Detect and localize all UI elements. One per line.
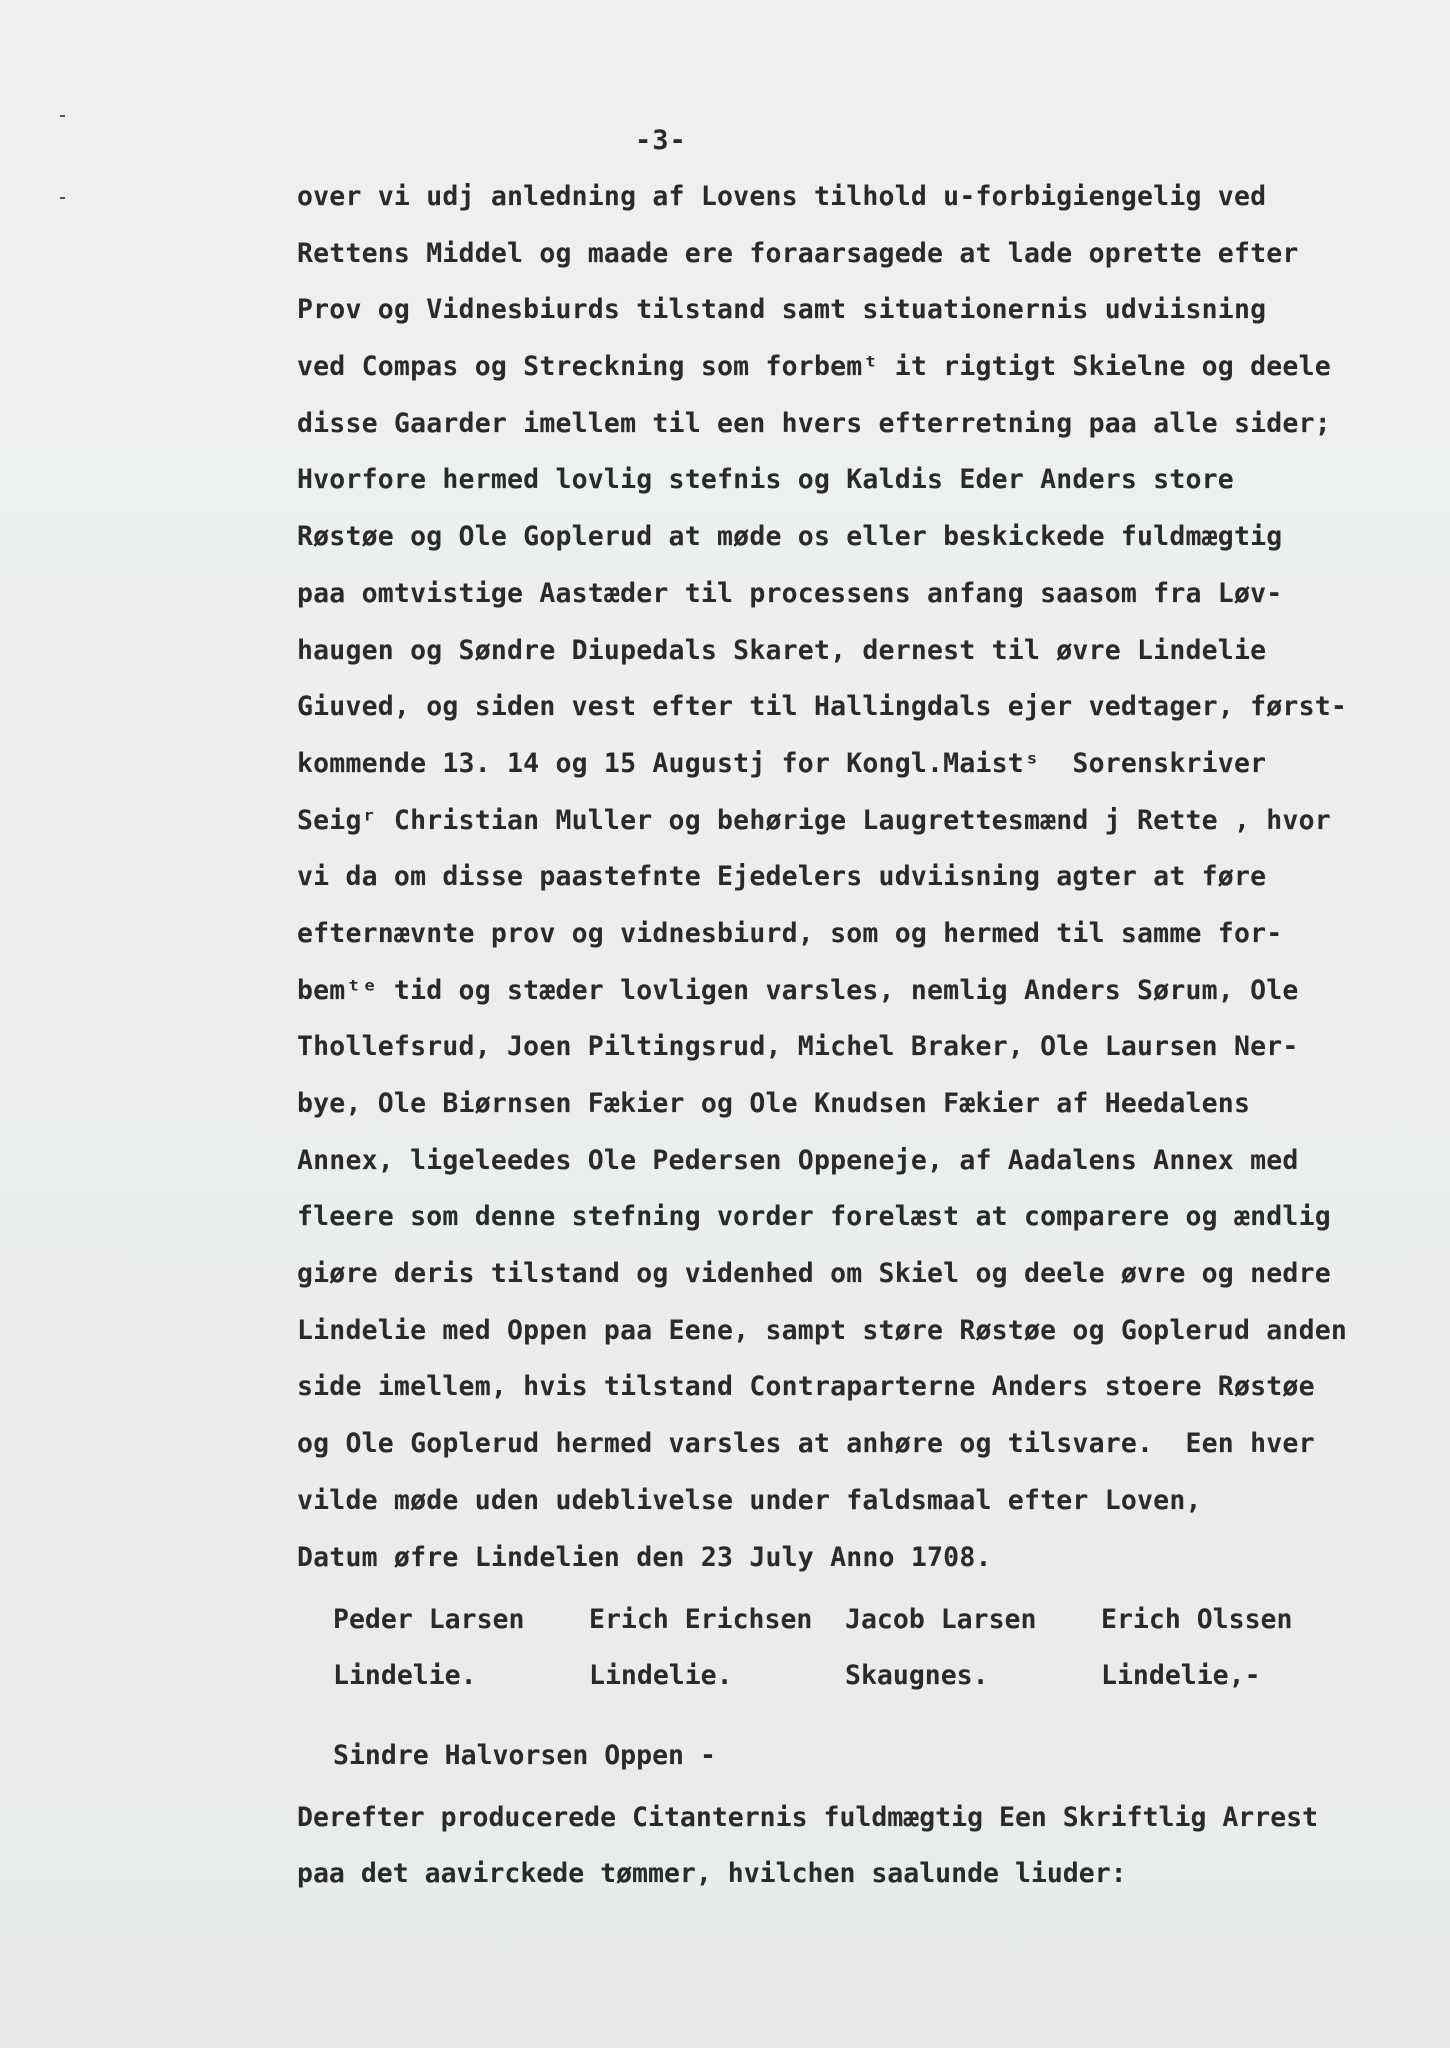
text-line: fleere som denne stefning vorder forelæst at comparere og ændlig bbox=[297, 1201, 1331, 1233]
signature bbox=[845, 1598, 1101, 1710]
text-line: Annex, ligeleedes Ole Pedersen Oppeneje, af Aadalens Annex med bbox=[297, 1144, 1299, 1176]
text-line: paa omtvistige Aastæder til processens anfang saasom fra Løv- bbox=[297, 577, 1283, 609]
text-line: Røstøe og Ole Goplerud at møde os eller beskickede fuldmægtig bbox=[297, 521, 1283, 553]
signer-name: Erich Olssen bbox=[1101, 1604, 1293, 1635]
text-line: efternævnte prov og vidnesbiurd, som og hermed til samme for- bbox=[297, 917, 1283, 949]
text-line: ved Compas og Streckning som forbemᵗ it rigtigt Skielne og deele bbox=[297, 351, 1331, 383]
text-line: side imellem, hvis tilstand Contraparterne Anders stoere Røstøe bbox=[297, 1371, 1315, 1403]
text-line: Hvorfore hermed lovlig stefnis og Kaldis Eder Anders store bbox=[297, 464, 1234, 496]
text-line: Datum øfre Lindelien den 23 July Anno 1708. bbox=[297, 1541, 992, 1573]
text-line: vilde møde uden udeblivelse under faldsmaal efter Loven, bbox=[297, 1484, 1202, 1516]
signature-block bbox=[333, 1598, 1413, 1710]
text-line: disse Gaarder imellem til een hvers efterretning paa alle sider; bbox=[297, 407, 1331, 439]
text-line: bemᵗᵉ tid og stæder lovligen varsles, nemlig Anders Sørum, Ole bbox=[297, 974, 1299, 1006]
text-line: Prov og Vidnesbiurds tilstand samt situationernis udviisning bbox=[297, 294, 1267, 326]
text-line: kommende 13. 14 og 15 Augustj for Kongl.Maistˢ Sorenskriver bbox=[297, 747, 1267, 779]
signer-place: Lindelie. bbox=[333, 1660, 477, 1691]
signature bbox=[333, 1598, 589, 1710]
text-line: bye, Ole Biørnsen Fækier og Ole Knudsen Fækier af Heedalens bbox=[297, 1088, 1251, 1119]
text-line: haugen og Søndre Diupedals Skaret, dernest til øvre Lindelie bbox=[297, 634, 1267, 666]
margin-mark bbox=[60, 197, 65, 199]
signature bbox=[1101, 1598, 1357, 1710]
page-number: -3- bbox=[635, 125, 687, 156]
text-line: Lindelie med Oppen paa Eene, sampt støre Røstøe og Goplerud anden bbox=[297, 1314, 1348, 1346]
signer-place: Skaugnes. bbox=[845, 1660, 989, 1691]
signer-place: Lindelie. bbox=[589, 1660, 733, 1691]
signer-name: Peder Larsen bbox=[333, 1604, 525, 1635]
closing-text bbox=[297, 1796, 1427, 1908]
text-line: giøre deris tilstand og videnhed om Skiel og deele øvre og nedre bbox=[297, 1258, 1331, 1290]
text-line: over vi udj anledning af Lovens tilhold u-forbigiengelig ved bbox=[297, 181, 1267, 212]
text-line: Rettens Middel og maade ere foraarsagede at lade oprette efter bbox=[297, 237, 1299, 269]
signer-place: Lindelie,- bbox=[1101, 1660, 1261, 1691]
margin-mark bbox=[60, 115, 65, 117]
text-line: Thollefsrud, Joen Piltingsrud, Michel Braker, Ole Laursen Ner- bbox=[297, 1031, 1299, 1063]
text-line: vi da om disse paastefnte Ejedelers udviisning agter at føre bbox=[297, 861, 1267, 893]
text-line: Seigʳ Christian Muller og behørige Laugrettesmænd j Rette , hvor bbox=[297, 804, 1331, 836]
extra-signer: Sindre Halvorsen Oppen - bbox=[333, 1740, 716, 1771]
text-line: Giuved, og siden vest efter til Hallingdals ejer vedtager, først- bbox=[297, 691, 1348, 723]
text-line: og Ole Goplerud hermed varsles at anhøre og tilsvare. Een hver bbox=[297, 1428, 1315, 1460]
body-text bbox=[297, 175, 1427, 1592]
text-line: Derefter producerede Citanternis fuldmægtig Een Skriftlig Arrest bbox=[297, 1802, 1319, 1833]
text-line: paa det aavirckede tømmer, hvilchen saalunde liuder: bbox=[297, 1858, 1127, 1889]
signer-name: Jacob Larsen bbox=[845, 1604, 1037, 1635]
signature bbox=[589, 1598, 845, 1710]
signer-name: Erich Erichsen bbox=[589, 1604, 813, 1635]
